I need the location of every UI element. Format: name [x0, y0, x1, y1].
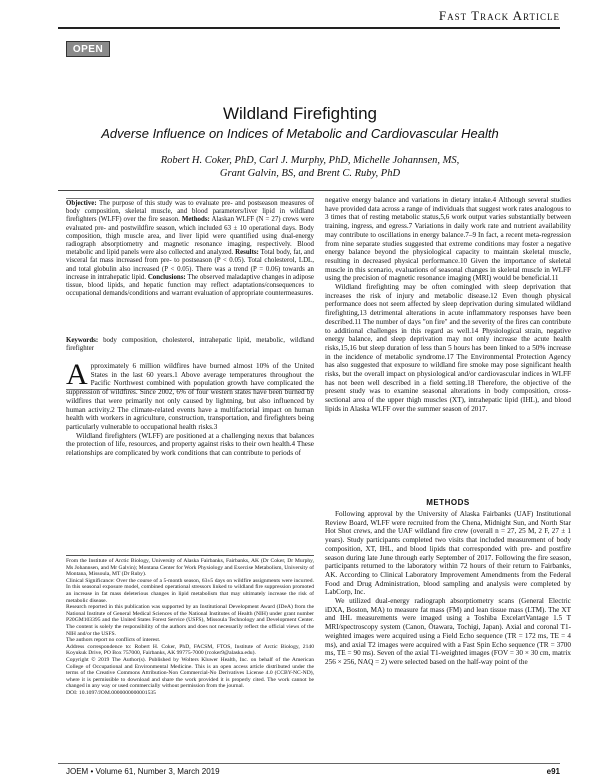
methods-paragraph-2: We utilized dual-energy radiograph absorptiometry scans (General Electric iDXA, Boston, MA) to measure fat mass (FM) and lean tissue mass (LTM). The XT and IHL measurements were imaged using a Toshiba ExcelartVantage 1.5 T MRI/spectroscopy system (Canon, Ōtawara, Tochigi, Japan). Axial and coronal T1-weighted images were acquired using a Field Echo sequence (TR = 172 ms, TE = 4 ms), and axial T2 images were acquired with a Fast Spin Echo sequence (TR = 3700 ms, TE = 90 ms). Seven of the axial T1-weighted images (FOV = 30 × 30 cm, matrix 256 × 256, NAQ = 2) were selected based on the half-way point of the — [325, 597, 571, 666]
keywords-text: body composition, cholesterol, intrahepatic lipid, metabolic, wildland firefighter — [66, 337, 314, 353]
objective-label: Objective: — [66, 200, 97, 207]
results-text: Total body, fat, and visceral fat mass increased from pre- to postseason (P < 0.05). Total cholesterol, LDL, and total globulin also increased (P < 0.05). There was a trend (P = 0.06) towards an increase in intrahepatic lipid. — [66, 249, 314, 281]
footnote-funding: Research reported in this publication was supported by an Institutional Development Award (IDeA) from the National Institute of General Medical Sciences of the National Institutes of Health (NIH) under grant number P20GM103395 and the United States Forest Service (USFS), Missoula Technology and Development Center. The content is solely the responsibility of the authors and does not necessarily reflect the official views of the NIH and/or the USFS. — [66, 604, 314, 637]
footnotes — [66, 558, 314, 696]
article-title: Wildland Firefighting — [222, 104, 377, 123]
intro-paragraph-2: Wildland firefighters (WLFF) are positioned at a challenging nexus that balances the protection of life, resources, and property against risks to their own health.4 These relationships are complicated by work conditions that can contribute to periods of — [66, 431, 314, 458]
methods-heading: METHODS — [426, 498, 470, 507]
footnote-rule — [66, 555, 314, 556]
section-label: Fast Track Article — [438, 8, 560, 23]
author-list — [120, 154, 500, 180]
right-paragraph-1: negative energy balance and variations in dietary intake.4 Although several studies have provided data across a range of individuals that suggest work rates analogous to 3 times that of resting metabolic status,5,6 work output varies substantially between training, ingress, and egress.7 Variations in daily work rate and nutrient availability may contribute to oscillations in energy balance.7–9 In fact, a recent meta-regression from nine separate studies suggested that extreme conditions may foster a negative energy balance beyond the physiological capacity to maintain skeletal muscle, resulting in decreased physical performance.10 Given the importance of skeletal muscle in this scenario, evaluations of seasonal changes in skeletal muscle in WLFF using the precision of magnetic resonance imaging (MRI) would be beneficial.11 — [325, 196, 571, 283]
intro-paragraph-1 — [66, 358, 314, 432]
article-subtitle: Adverse Influence on Indices of Metabolic and Cardiovascular Health — [101, 126, 499, 141]
abstract — [66, 200, 314, 298]
journal-citation: JOEM • Volume 61, Number 3, March 2019 — [66, 767, 220, 776]
footnote-correspondence: Address correspondence to: Robert H. Coker, PhD, FACSM, FTOS, Institute of Arctic Biology, 2140 Koyukuk Drive, PO Box 757000, Fairbanks, AK 99775-7000 (rcoker9@alaska.edu). — [66, 643, 314, 657]
methods-text: Alaskan WLFF (N = 27) crews were evaluated pre- and postwildfire season, which included 63 ± 10 operational days. Body composition, thigh muscle area, and liver lipid were quantified using dual-energy radiograph absorptiometry and magnetic resonance imaging, respectively. Blood metabolic and lipid panels were also collected and analyzed. — [66, 216, 315, 257]
header-rule — [58, 190, 560, 191]
footer-rule — [58, 763, 560, 764]
methods-section — [325, 510, 571, 667]
intro-continued — [325, 196, 571, 414]
footnote-copyright: Copyright © 2019 The Author(s). Published by Wolters Kluwer Health, Inc. on behalf of the American College of Occupational and Environmental Medicine. This is an open access article distributed under the terms of the Creative Commons Attribution-Non Commercial-No Derivatives License 4.0 (CCBY-NC-ND), where it is permissible to download and share the work provided it is properly cited. The work cannot be changed in any way or used commercially without permission from the journal. — [66, 656, 314, 690]
page-number: e91 — [546, 767, 560, 776]
objective-text: The purpose of this study was to evaluate pre- and postseason measures of body composition, skeletal muscle, and blood parameters/liver lipid in wildland firefighters (WLFF) over the fire season. — [66, 200, 314, 224]
results-label: Results: — [235, 249, 259, 257]
footnote-clinical: Clinical Significance: Over the course of a 5-month season, 63±5 days on wildfire assignments were incurred. In this seasonal exposure model, combined operational stressors linked to wildland fire suppression promoted an increase in fat mass deleterious changes in lipid metabolism that may ultimately increase the risk of metabolic disease. — [66, 577, 314, 604]
keywords — [66, 337, 314, 353]
footnote-conflicts: The authors report no conflicts of interest. — [66, 637, 161, 644]
introduction — [66, 358, 314, 458]
footnote-doi: DOI: 10.1097/JOM.0000000000001535 — [66, 689, 156, 696]
open-access-badge: OPEN — [66, 41, 110, 57]
top-rule — [58, 27, 560, 29]
conclusions-label: Conclusions: — [147, 273, 186, 281]
conclusions-text: The observed maladaptive changes in adipose tissue, blood lipids, and hepatic function may reflect adaptations/consequences to occupational demands/conditions and warrant evaluation of appropriate countermeasures. — [66, 273, 314, 298]
methods-label: Methods: — [181, 216, 210, 224]
authors-line-1: Robert H. Coker, PhD, Carl J. Murphy, PhD, Michelle Johannsen, MS, — [160, 155, 460, 166]
intro-p1-text: pproximately 6 million wildfires have burned almost 10% of the United States in the last 60 years.1 Above average temperatures throughout the Pacific Northwest combined with population growth have complicated the suppression of wildfires. Since 2002, 6% of four western states have been burned by wildfires that were primarily not only caused by lightning, but also influenced by human activity.2 The climate-related events have a multifactorial impact on human health with workers in agriculture, construction, transportation, and firefighters being particularly vulnerable to occupational health risks.3 — [66, 362, 314, 431]
right-paragraph-2: Wildland firefighting may be often comingled with sleep deprivation that increases the risk of injury and metabolic disease.12 Even though physical performance does not seem affected by sleep deprivation during simulated wildland firefighting,13 detrimental alterations in acute inflammatory responses have been described.11 The number of days "on fire" and the severity of the fires can contribute to additional challenges in this regard as well.14 Physiological strain, negative energy balance, and sleep deprivation may not only increase the acute health risks,15,16 but sleep duration of less than 5 hours has been linked to a 50% increase in the incidence of metabolic syndrome.17 The Environmental Protection Agency has also suggested that exposure to wildland fire smoke may pose significant health risks, but the overall impact on physiological and/or cardiovascular indices in WLFF has not been well described in a field setting.18 Therefore, the objective of the present study was to examine seasonal alterations in body composition, cross-sectional area of the upper thigh muscles (XT), intrahepatic lipid (IHL), and blood lipids in Alaska WLFF over the summer season of 2017. — [325, 283, 571, 413]
drop-cap: A — [66, 358, 88, 391]
abstract-text — [66, 200, 314, 298]
methods-paragraph-1: Following approval by the University of Alaska Fairbanks (UAF) Institutional Review Board, WLFF were recruited from the Chena, Midnight Sun, and North Star Hot Shot crews, and the UAF wildland fire crew (overall n = 27, 25 M, 2 F, 27 ± 1 years). Study participants completed two visits that included measurement of body composition, XT, IHL, and blood lipids that corresponded with pre- and postfire season during late June through early September of 2017. Following the fire season, participants returned to the laboratory within 72 hours of their return to Fairbanks, AK. According to Clinical Laboratory Improvement Amendments from the Federal Food and Drug Administration, blood sampling and analysis were completed by LabCorp, Inc. — [325, 510, 571, 597]
keywords-label: Keywords: — [66, 337, 99, 344]
footnote-affiliation: From the Institute of Arctic Biology, University of Alaska Fairbanks, Fairbanks, AK (Dr Coker, Dr Murphy, Ms Johannsen, and Mr Galvin); Montana Center for Work Physiology and Exercise Metabolism, University of Montana, Missoula, MT (Dr Ruby). — [66, 558, 314, 578]
authors-line-2: Grant Galvin, BS, and Brent C. Ruby, PhD — [219, 168, 401, 179]
